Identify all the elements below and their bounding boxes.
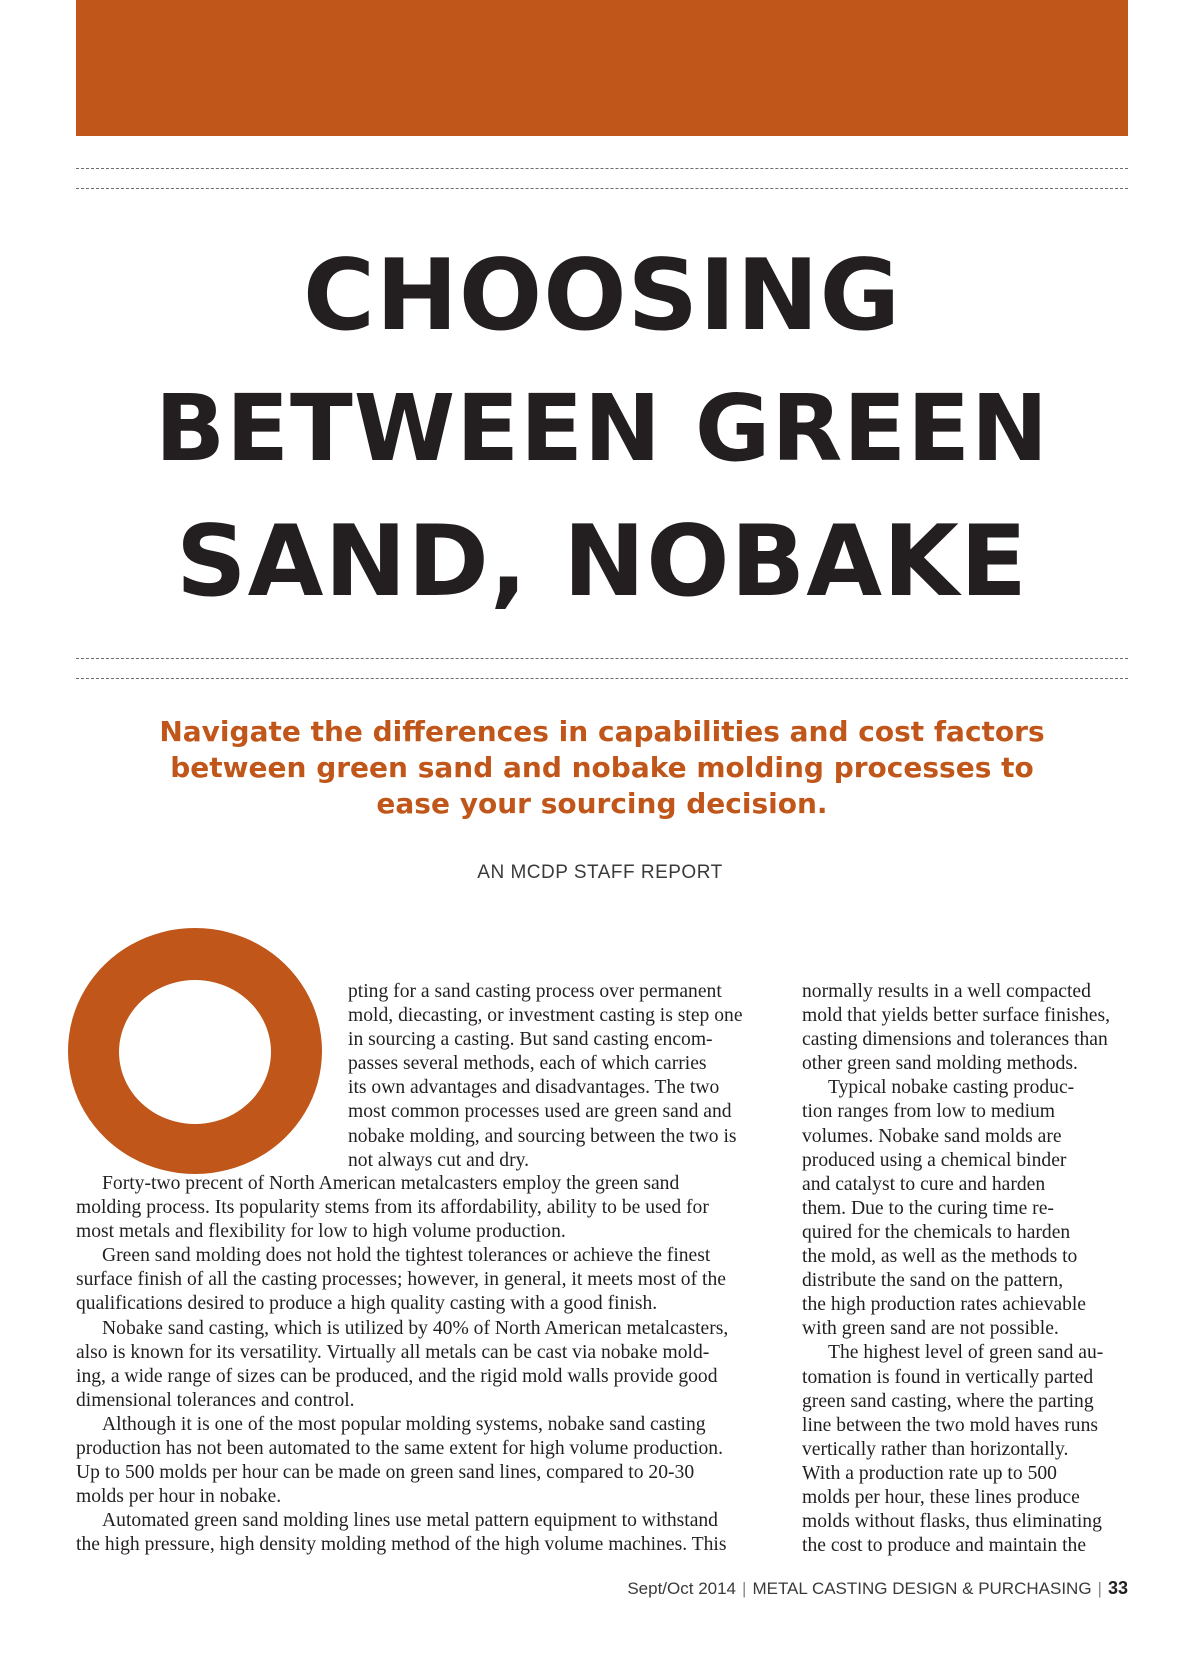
text-line: other green sand molding methods. [802,1053,1078,1075]
page-number: 33 [1107,1578,1128,1598]
title-line-3: SAND, NOBAKE [176,505,1028,619]
text-line: normally results in a well compacted [802,981,1091,1002]
deck-line-2: between green sand and nobake molding processes to [170,751,1034,784]
divider-bottom-1 [76,658,1128,659]
text-line: them. Due to the curing time re- [802,1197,1054,1219]
main-column [76,1172,766,1558]
text-line: Automated green sand molding lines use metal pattern equipment to withstand [102,1510,718,1532]
text-line: with green sand are not possible. [802,1318,1059,1340]
text-line: vertically rather than horizontally. [802,1438,1069,1460]
divider-top-2 [76,188,1128,189]
text-line: green sand casting, where the parting [802,1390,1094,1412]
text-line: molding process. Its popularity stems from its affordability, ability to be used for [76,1197,709,1219]
text-line: molds per hour in nobake. [76,1486,282,1508]
byline: AN MCDP STAFF REPORT [477,862,723,883]
footer-separator: | [1097,1579,1102,1598]
text-line: Although it is one of the most popular molding systems, nobake sand casting [102,1413,706,1435]
text-line: molds per hour, these lines produce [802,1486,1080,1508]
title-line-2: BETWEEN GREEN [155,375,1049,482]
divider-top-1 [76,168,1128,169]
footer-separator: | [742,1579,747,1598]
text-line: qualifications desired to produce a high quality casting with a good finish. [76,1293,658,1315]
right-column [802,980,1128,1558]
text-line: produced using a chemical binder [802,1149,1067,1171]
text-line: ing, a wide range of sizes can be produced, and the rigid mold walls provide good [76,1365,718,1387]
text-line: mold, diecasting, or investment casting is step one [348,1005,743,1027]
text-line: the high pressure, high density molding method of the high volume machines. This [76,1534,727,1556]
text-line: and catalyst to cure and harden [802,1173,1046,1195]
text-line: dimensional tolerances and control. [76,1389,355,1411]
text-line: line between the two mold haves runs [802,1414,1099,1436]
text-line: most common processes used are green sand and [348,1101,732,1123]
text-line: Forty-two precent of North American metalcasters employ the green sand [102,1173,680,1194]
divider-bottom-2 [76,678,1128,679]
text-line: nobake molding, and sourcing between the two is [348,1125,737,1147]
footer-publication: METAL CASTING DESIGN & PURCHASING [752,1579,1092,1598]
text-line: passes several methods, each of which carries [348,1053,707,1075]
text-line: the high production rates achievable [802,1294,1087,1316]
text-line: surface finish of all the casting processes; however, in general, it meets most of the [76,1269,726,1291]
text-line: Nobake sand casting, which is utilized by 40% of North American metalcasters, [102,1317,729,1339]
title-line-1: CHOOSING [302,239,902,353]
text-line: the cost to produce and maintain the [802,1535,1087,1557]
text-line: the mold, as well as the methods to [802,1246,1078,1268]
text-line: tomation is found in vertically parted [802,1366,1094,1388]
deck-line-3: ease your sourcing decision. [376,787,828,820]
text-line: With a production rate up to 500 [802,1462,1057,1484]
dropcap-o [68,928,322,1174]
text-line: casting dimensions and tolerances than [802,1029,1108,1051]
text-line: distribute the sand on the pattern, [802,1270,1064,1292]
deck-subheading [110,714,1094,822]
intro-paragraph [348,980,768,1173]
text-line: tion ranges from low to medium [802,1101,1056,1123]
page-footer [627,1578,1128,1599]
text-line: most metals and flexibility for low to high volume production. [76,1221,566,1243]
text-line: volumes. Nobake sand molds are [802,1125,1062,1147]
text-line: in sourcing a casting. But sand casting encom- [348,1029,713,1051]
text-line: mold that yields better surface finishes, [802,1005,1110,1027]
header-banner [76,0,1128,136]
deck-line-1: Navigate the differences in capabilities and cost factors [159,715,1045,748]
text-line: molds without flasks, thus eliminating [802,1511,1102,1533]
text-line: Up to 500 molds per hour can be made on green sand lines, compared to 20-30 [76,1462,695,1484]
text-line: Green sand molding does not hold the tightest tolerances or achieve the finest [102,1245,711,1267]
text-line: its own advantages and disadvantages. The two [348,1077,720,1099]
text-line: not always cut and dry. [348,1149,530,1171]
footer-issue: Sept/Oct 2014 [627,1579,737,1598]
text-line: quired for the chemicals to harden [802,1221,1071,1243]
text-line: also is known for its versatility. Virtually all metals can be cast via nobake mold- [76,1341,710,1363]
text-line: The highest level of green sand au- [828,1342,1104,1364]
text-line: production has not been automated to the same extent for high volume production. [76,1438,723,1460]
text-line: pting for a sand casting process over permanent [348,981,722,1002]
text-line: Typical nobake casting produc- [828,1077,1075,1099]
